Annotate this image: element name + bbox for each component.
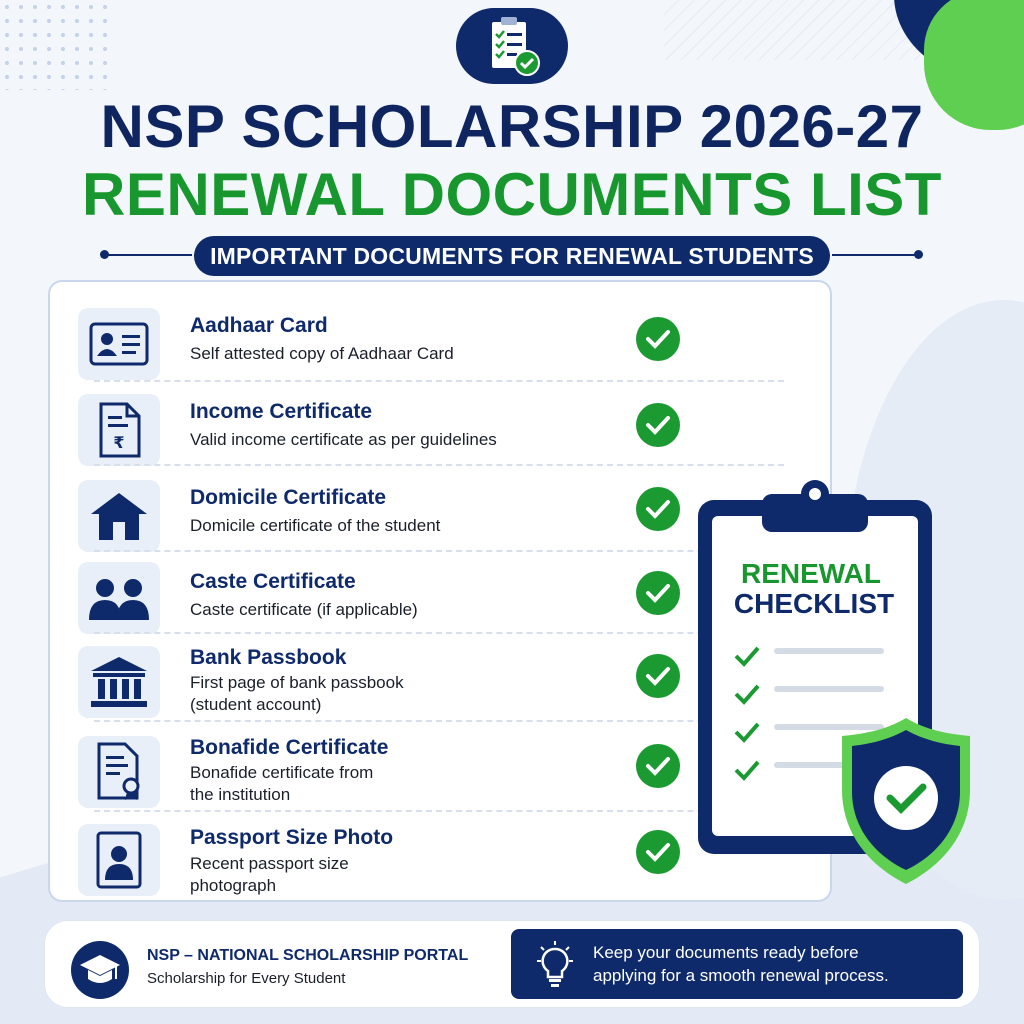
- people-icon: [78, 562, 160, 634]
- checklist-clipboard-icon: [456, 8, 568, 84]
- check-icon: [636, 403, 680, 447]
- list-item: [72, 382, 808, 466]
- document-desc: [190, 762, 610, 806]
- check-icon: [636, 654, 680, 698]
- svg-text:₹: ₹: [113, 433, 125, 452]
- certificate-icon: [78, 736, 160, 808]
- shield-check-icon: [838, 716, 974, 886]
- document-title: Caste Certificate: [190, 570, 356, 593]
- clipboard-subtitle: CHECKLIST: [733, 588, 895, 619]
- document-desc-line: photograph: [190, 876, 277, 895]
- bank-icon: [78, 646, 160, 718]
- document-desc-line: (student account): [190, 695, 322, 714]
- document-desc: Caste certificate (if applicable): [190, 600, 418, 619]
- house-icon: [78, 480, 160, 552]
- row-divider: [94, 720, 784, 722]
- check-icon: [636, 571, 680, 615]
- clipboard-title: RENEWAL: [741, 558, 881, 589]
- document-desc: Valid income certificate as per guidelines: [190, 430, 497, 449]
- document-title: Bonafide Certificate: [190, 736, 389, 759]
- rupee-document-icon: [78, 394, 160, 466]
- lightbulb-icon: [533, 941, 577, 989]
- person-photo-icon: [78, 824, 160, 896]
- list-item: [72, 296, 808, 380]
- document-title: Bank Passbook: [190, 646, 347, 669]
- banner-line-right: [832, 254, 918, 256]
- page-subtitle: RENEWAL DOCUMENTS LIST: [82, 161, 942, 228]
- document-desc-line: the institution: [190, 785, 291, 804]
- tip-text: [593, 941, 953, 987]
- document-desc-line: Recent passport size: [190, 854, 349, 873]
- page-title: NSP SCHOLARSHIP 2026-27: [100, 93, 924, 160]
- document-desc: Domicile certificate of the student: [190, 516, 441, 535]
- row-divider: [94, 464, 784, 466]
- banner-dot-left: [100, 250, 109, 259]
- document-title: Domicile Certificate: [190, 486, 387, 509]
- portal-title: NSP – NATIONAL SCHOLARSHIP PORTAL: [147, 947, 469, 964]
- banner-line-left: [104, 254, 192, 256]
- document-desc: [190, 672, 610, 716]
- check-icon: [636, 830, 680, 874]
- section-banner: IMPORTANT DOCUMENTS FOR RENEWAL STUDENTS: [194, 236, 830, 276]
- document-title: Passport Size Photo: [190, 826, 394, 849]
- tip-box: [511, 929, 963, 999]
- check-icon: [636, 487, 680, 531]
- tip-line: applying for a smooth renewal process.: [593, 966, 889, 985]
- check-icon: [636, 744, 680, 788]
- document-title: Income Certificate: [190, 400, 373, 423]
- footer: [44, 920, 980, 1008]
- tip-line: Keep your documents ready before: [593, 943, 859, 962]
- portal-subtitle: Scholarship for Every Student: [147, 970, 346, 987]
- document-desc: Self attested copy of Aadhaar Card: [190, 344, 454, 363]
- dot-pattern: [0, 0, 110, 90]
- id-card-icon: [78, 308, 160, 380]
- graduation-cap-icon: [71, 941, 129, 999]
- banner-dot-right: [914, 250, 923, 259]
- document-title: Aadhaar Card: [190, 314, 328, 337]
- check-icon: [636, 317, 680, 361]
- document-desc: [190, 853, 610, 897]
- document-desc-line: Bonafide certificate from: [190, 763, 374, 782]
- document-desc-line: First page of bank passbook: [190, 673, 404, 692]
